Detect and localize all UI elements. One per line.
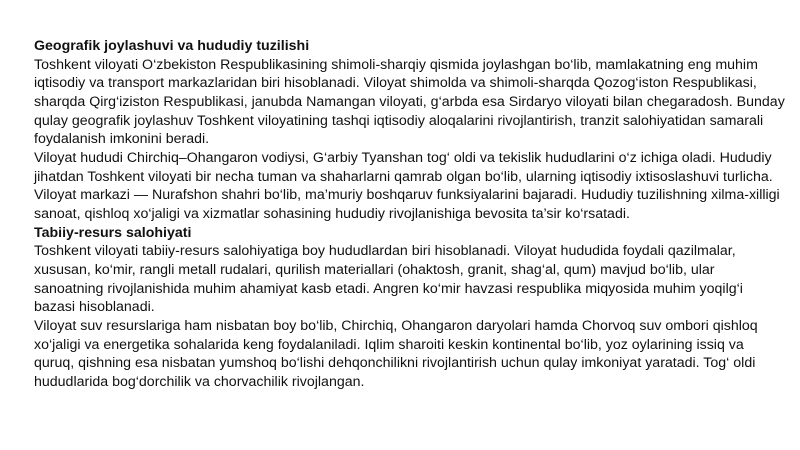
paragraph: Viloyat hududi Chirchiq–Ohangaron vodiysi, G‘arbiy Tyanshan tog‘ oldi va tekislik hududlarini o‘z ichiga oladi. Hududiy jihatdan Toshkent viloyati bir necha tuman va shaharlarni qamrab olgan bo‘lib, ularning iqtisodiy ixtisoslashuvi turlicha. Viloyat markazi — Nurafshon shahri bo‘lib, ma’muriy boshqaruv funksiyalarini bajaradi. Hududiy tuzilishning xilma-xilligi sanoat, qishloq xo‘jaligi va xizmatlar sohasining hududiy rivojlanishiga bevosita ta’sir ko‘rsatadi. [34, 149, 780, 222]
document-body [34, 37, 786, 391]
section-heading: Geografik joylashuvi va hududiy tuzilishi [34, 38, 310, 54]
section-natural-resources [34, 224, 786, 392]
paragraph: Toshkent viloyati tabiiy-resurs salohiyatiga boy hududlardan biri hisoblanadi. Viloyat hududida foydali qazilmalar, xususan, ko‘mir, rangli metall rudalari, qurilish materiallari (ohaktosh, granit, shag‘al, qum) mavjud bo‘lib, ular sanoatning rivojlanishida muhim ahamiyat kasb etadi. Angren ko‘mir havzasi respublika miqyosida muhim yoqilg‘i bazasi hisoblanadi. [34, 243, 743, 316]
paragraph: Viloyat suv resurslariga ham nisbatan boy bo‘lib, Chirchiq, Ohangaron daryolari hamda Chorvoq suv ombori qishloq xo‘jaligi va energetika sohalarida keng foydalaniladi. Iqlim sharoiti keskin kontinental bo‘lib, yoz oylarining issiq va quruq, qishning esa nisbatan yumshoq bo‘lishi dehqonchilikni rivojlantirish uchun qulay imkoniyat yaratadi. Tog‘ oldi hududlarida bog‘dorchilik va chorvachilik rivojlangan. [34, 317, 758, 390]
section-heading: Tabiiy-resurs salohiyati [34, 224, 192, 241]
paragraph: Toshkent viloyati O‘zbekiston Respublikasining shimoli-sharqiy qismida joylashgan bo‘lib, mamlakatning eng muhim iqtisodiy va transport markazlaridan biri hisoblanadi. Viloyat shimolda va shimoli-sharqda Qozog‘iston Respublikasi, sharqda Qirg‘iziston Respublikasi, janubda Namangan viloyati, g‘arbda esa Sirdaryo viloyati bilan chegaradosh. Bunday qulay geografik joylashuv Toshkent viloyatining tashqi iqtisodiy aloqalarini rivojlantirish, tranzit salohiyatidan samarali foydalanish imkonini beradi. [34, 56, 785, 148]
section-geography [34, 37, 786, 224]
